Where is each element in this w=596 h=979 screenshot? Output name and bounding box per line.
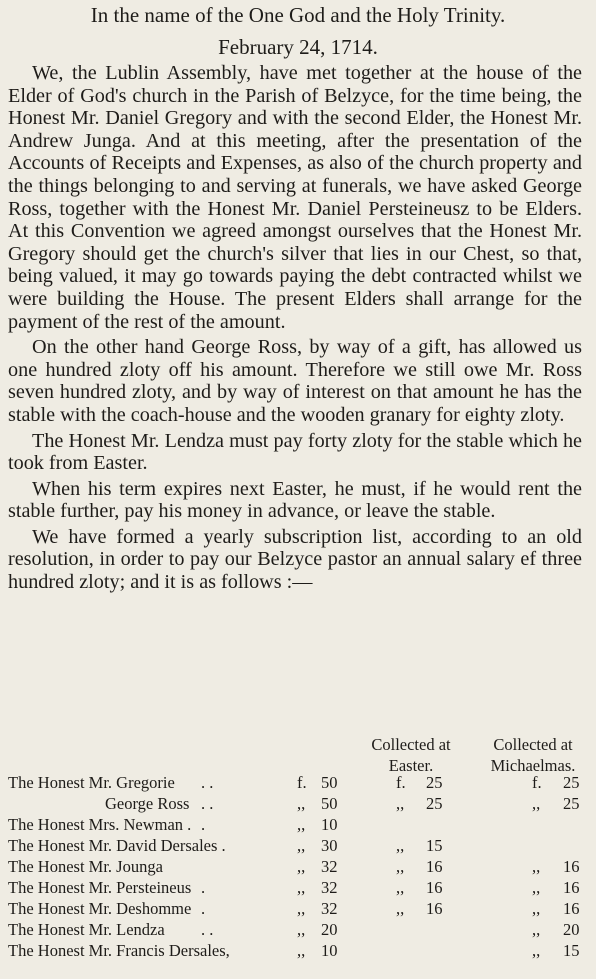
- subscriber-name: The Honest Mr. Gregorie: [8, 773, 175, 792]
- leader-dots: . .: [201, 794, 214, 813]
- currency-mark: ,,: [297, 794, 306, 813]
- currency-mark: ,,: [297, 899, 306, 918]
- currency-mark: ,,: [297, 941, 306, 960]
- table-row: [8, 919, 588, 940]
- paragraph: On the other hand George Ross, by way of a gift, has allowed us one hundred zloty off his amount. Therefore we still owe Mr. Ross seven hundred zloty, and by way of interest on that amount he has the stable with the coach-house and the wooden granary for eighty zloty.: [8, 336, 582, 426]
- currency-mark: ,,: [297, 836, 306, 855]
- paragraph: When his term expires next Easter, he must, if he would rent the stable further, pay his money in advance, or leave the stable.: [8, 477, 582, 523]
- subscription-amount: 20: [321, 920, 338, 939]
- subscription-amount: 32: [321, 899, 338, 918]
- table-row: [8, 940, 588, 961]
- subscriber-name: The Honest Mr. Francis Dersales,: [8, 941, 230, 960]
- subscriber-name: The Honest Mr. David Dersales .: [8, 836, 226, 855]
- table-row: [8, 772, 588, 793]
- michaelmas-amount: 16: [563, 899, 580, 918]
- easter-mark: f.: [396, 773, 406, 792]
- easter-amount: 16: [426, 899, 443, 918]
- easter-amount: 25: [426, 773, 443, 792]
- subscription-amount: 30: [321, 836, 338, 855]
- easter-mark: ,,: [396, 857, 405, 876]
- currency-mark: ,,: [297, 878, 306, 897]
- easter-mark: ,,: [396, 899, 405, 918]
- paragraph: We, the Lublin Assembly, have met together at the house of the Elder of God's church in the Parish of Belzyce, for the time being, the Honest Mr. Daniel Gregory and with the second Elder, the Honest Mr. Andrew Junga. And at this meeting, after the presentation of the Accounts of Receipts and Expenses, as also of the church property and the things belonging to and serving at funerals, we have asked George Ross, together with the Honest Mr. Daniel Persteineusz to be Elders. At this Convention we agreed amongst ourselves that the Honest Mr. Gregory should get the church's silver that lies in our Chest, so that, being valued, it may go towards paying the debt contracted whilst we were building the House. The present Elders shall arrange for the payment of the rest of the amount.: [8, 62, 582, 333]
- easter-amount: 16: [426, 878, 443, 897]
- leader-dots: .: [201, 899, 206, 918]
- subscriber-name: The Honest Mr. Persteineus: [8, 878, 192, 897]
- leader-dots: . .: [201, 920, 214, 939]
- page-heading: In the name of the One God and the Holy Trinity.: [90, 3, 506, 27]
- subscriber-name: The Honest Mr. Deshomme: [8, 899, 192, 918]
- easter-amount: 25: [426, 794, 443, 813]
- easter-column-header: Collected at Easter.: [371, 735, 451, 775]
- subscription-amount: 50: [321, 794, 338, 813]
- currency-mark: ,,: [297, 920, 306, 939]
- currency-mark: f.: [297, 773, 307, 792]
- table-row: [8, 814, 588, 835]
- subscription-table: [8, 772, 588, 961]
- easter-mark: ,,: [396, 836, 405, 855]
- leader-dots: .: [201, 815, 206, 834]
- michaelmas-mark: ,,: [532, 857, 541, 876]
- michaelmas-column-header: Collected at Michaelmas.: [490, 735, 576, 775]
- table-row: [8, 877, 588, 898]
- body-text: [8, 62, 582, 594]
- currency-mark: ,,: [297, 857, 306, 876]
- date-heading: February 24, 1714.: [218, 35, 378, 59]
- subscription-amount: 32: [321, 857, 338, 876]
- subscription-amount: 32: [321, 878, 338, 897]
- table-row: [8, 835, 588, 856]
- michaelmas-amount: 15: [563, 941, 580, 960]
- table-row: [8, 856, 588, 877]
- easter-amount: 15: [426, 836, 443, 855]
- subscriber-name: The Honest Mr. Lendza: [8, 920, 165, 939]
- michaelmas-mark: ,,: [532, 941, 541, 960]
- michaelmas-amount: 16: [563, 878, 580, 897]
- currency-mark: ,,: [297, 815, 306, 834]
- easter-mark: ,,: [396, 794, 405, 813]
- michaelmas-mark: ,,: [532, 899, 541, 918]
- michaelmas-mark: ,,: [532, 920, 541, 939]
- leader-dots: .: [201, 878, 206, 897]
- michaelmas-mark: ,,: [532, 878, 541, 897]
- michaelmas-amount: 16: [563, 857, 580, 876]
- subscriber-name: George Ross: [105, 794, 190, 813]
- michaelmas-amount: 25: [563, 773, 580, 792]
- paragraph: We have formed a yearly subscription list, according to an old resolution, in order to pay our Belzyce pastor an annual salary ef three hundred zloty; and it is as follows :—: [8, 525, 582, 594]
- easter-amount: 16: [426, 857, 443, 876]
- subscription-amount: 10: [321, 815, 338, 834]
- michaelmas-amount: 25: [563, 794, 580, 813]
- table-row: [8, 898, 588, 919]
- subscription-amount: 50: [321, 773, 338, 792]
- easter-mark: ,,: [396, 878, 405, 897]
- michaelmas-amount: 20: [563, 920, 580, 939]
- subscriber-name: The Honest Mrs. Newman .: [8, 815, 192, 834]
- leader-dots: . .: [201, 773, 214, 792]
- subscriber-name: The Honest Mr. Jounga: [8, 857, 163, 876]
- table-row: [8, 793, 588, 814]
- michaelmas-mark: ,,: [532, 794, 541, 813]
- subscription-amount: 10: [321, 941, 338, 960]
- michaelmas-mark: f.: [532, 773, 542, 792]
- paragraph: The Honest Mr. Lendza must pay forty zloty for the stable which he took from Easter.: [8, 429, 582, 475]
